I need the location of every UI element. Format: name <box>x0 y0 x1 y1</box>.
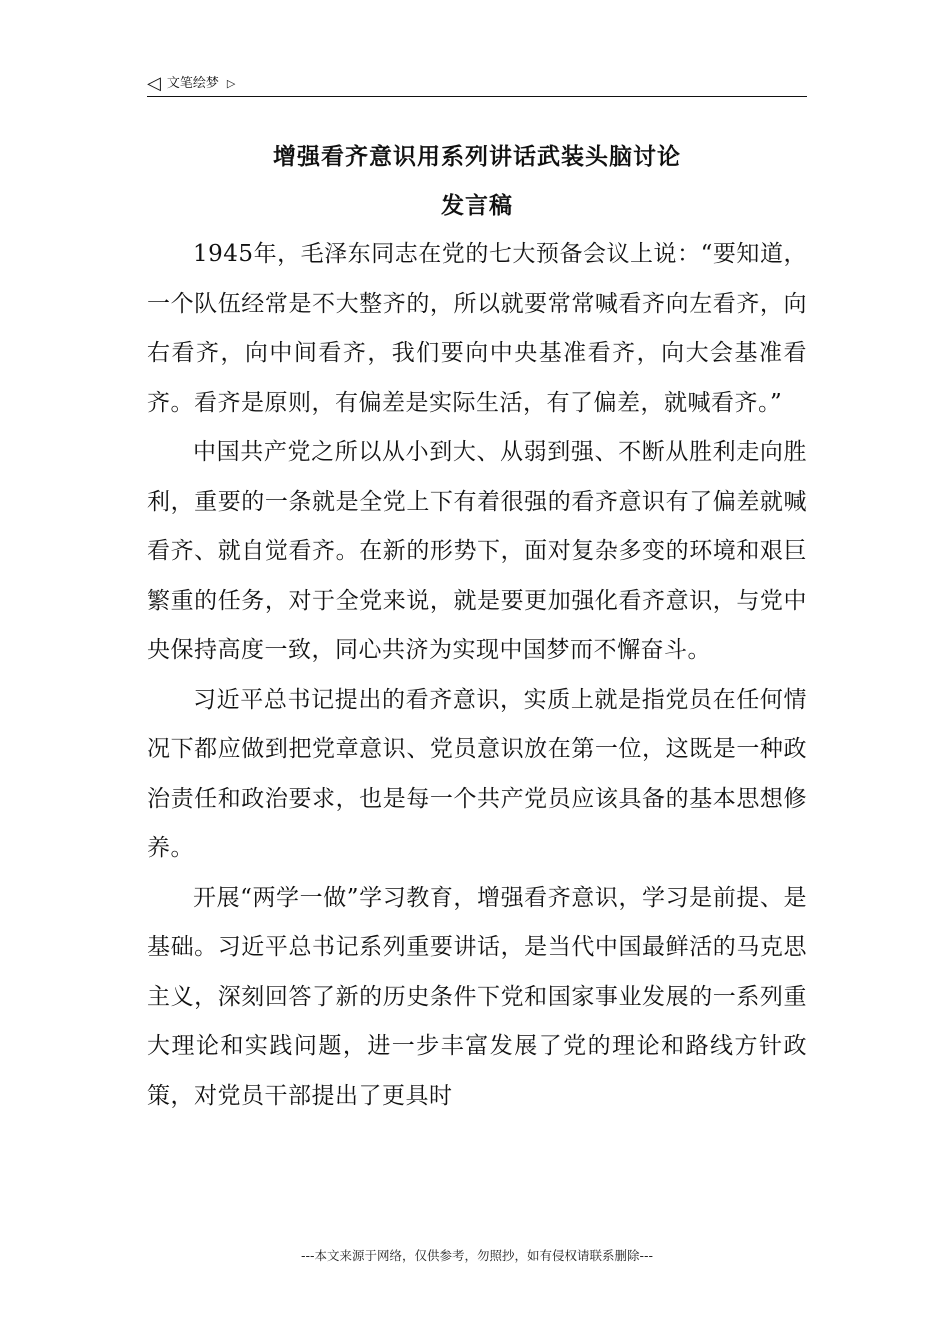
document-title-line-1: 增强看齐意识用系列讲话武装头脑讨论 <box>273 144 681 170</box>
header-brand: 文笔绘梦 <box>166 75 219 91</box>
page-header <box>147 71 807 97</box>
paragraph-4: 开展“两学一做”学习教育，增强看齐意识，学习是前提、是基础。习近平总书记系列重要讲话，是当代中国最鲜活的马克思主义，深刻回答了新的历史条件下党和国家事业发展的一系列重大理论和实践问题，进一步丰富发展了党的理论和路线方针政策，对党员干部提出了更具时 <box>147 884 807 1109</box>
document-body <box>147 230 807 1121</box>
triangle-right-icon: ▷ <box>226 77 236 90</box>
paragraph-3: 习近平总书记提出的看齐意识，实质上就是指党员在任何情况下都应做到把党章意识、党员意识放在第一位，这既是一种政治责任和政治要求，也是每一个共产党员应该具备的基本思想修养。 <box>147 686 807 861</box>
paragraph-1: 1945年，毛泽东同志在党的七大预备会议上说：“要知道，一个队伍经常是不大整齐的，所以就要常常喊看齐向左看齐，向右看齐，向中间看齐，我们要向中央基准看齐，向大会基准看齐。看齐是原则，有偏差是实际生活，有了偏差，就喊看齐。” <box>147 241 807 416</box>
footer-notice: ---本文来源于网络，仅供参考，勿照抄，如有侵权请联系删除--- <box>300 1248 654 1263</box>
document-title-line-2: 发言稿 <box>441 193 513 219</box>
triangle-left-icon: ◁ <box>147 72 161 94</box>
paragraph-2: 中国共产党之所以从小到大、从弱到强、不断从胜利走向胜利，重要的一条就是全党上下有着很强的看齐意识有了偏差就喊看齐、就自觉看齐。在新的形势下，面对复杂多变的环境和艰巨繁重的任务，对于全党来说，就是要更加强化看齐意识，与党中央保持高度一致，同心共济为实现中国梦而不懈奋斗。 <box>147 439 807 663</box>
